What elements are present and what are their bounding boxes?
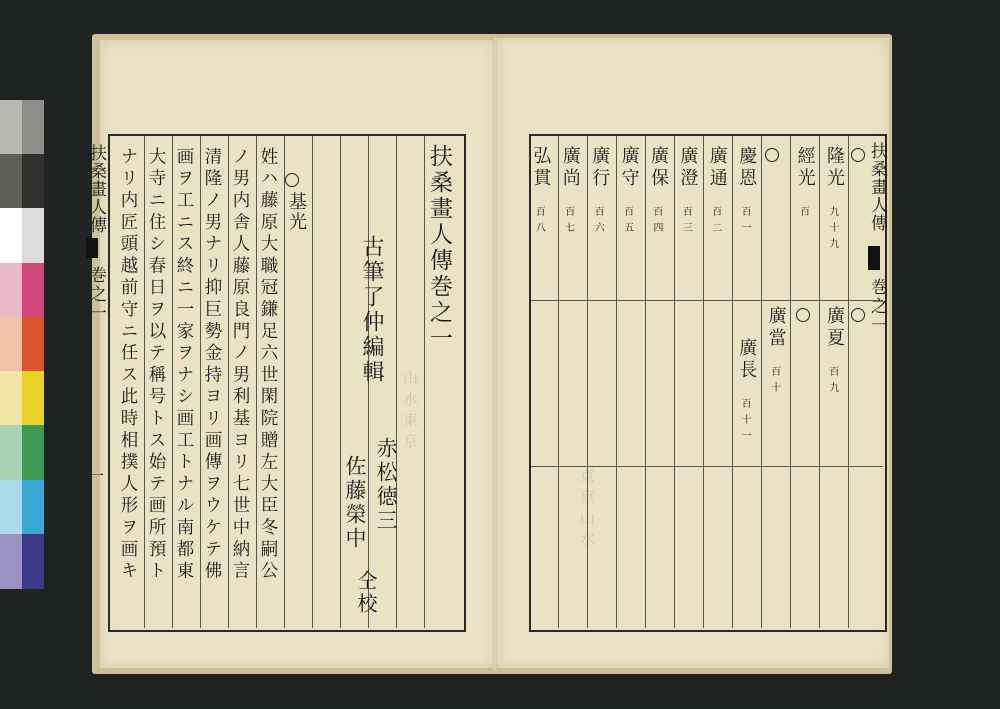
entry-name: 廣當 bbox=[765, 306, 787, 350]
marker-circle bbox=[765, 148, 779, 162]
margin-page-number: 一 bbox=[87, 468, 105, 483]
color-swatch bbox=[22, 208, 44, 263]
collator-name-2: 佐藤榮中 bbox=[343, 455, 367, 551]
margin-volume: 巻之一 bbox=[86, 266, 106, 323]
fold-mark bbox=[86, 238, 98, 258]
entry-heading: 基光 bbox=[286, 192, 307, 232]
column-rule bbox=[848, 136, 849, 628]
entry-number: 百八 bbox=[533, 206, 545, 238]
marker-circle bbox=[851, 308, 865, 322]
color-swatch bbox=[0, 317, 22, 372]
entry-name: 隆光 bbox=[824, 146, 845, 190]
entry-number: 百二 bbox=[709, 206, 721, 238]
column-rule bbox=[558, 136, 559, 628]
color-swatch bbox=[22, 100, 44, 155]
book-title: 扶桑畫人傳巻之一 bbox=[426, 144, 452, 352]
column-rule bbox=[732, 136, 733, 628]
column-rule bbox=[790, 136, 791, 628]
color-swatch bbox=[22, 480, 44, 535]
show-through-text: 東京山水 bbox=[578, 468, 596, 552]
entry-number: 九十九 bbox=[827, 206, 838, 254]
right-page bbox=[497, 38, 889, 668]
marker-circle bbox=[851, 148, 865, 162]
color-swatch bbox=[22, 154, 44, 209]
body-column-1: 姓ハ藤原大職冠鎌足六世閑院贈左大臣冬嗣公 bbox=[258, 147, 278, 583]
color-swatch bbox=[0, 154, 22, 209]
body-column-4: 画ヲ工ニス終ニ一家ヲナシ画工トナル南都東 bbox=[174, 147, 194, 583]
entry-number: 百四 bbox=[651, 206, 662, 238]
entry-name: 廣尚 bbox=[559, 146, 581, 190]
entry-number: 百六 bbox=[592, 206, 604, 238]
column-rule bbox=[396, 136, 397, 628]
color-swatch bbox=[0, 480, 22, 535]
color-swatch bbox=[0, 371, 22, 426]
color-swatch bbox=[22, 317, 44, 372]
row-rule bbox=[531, 466, 883, 467]
body-column-6: ナリ内匠頭越前守ニ任ス此時相撲人形ヲ画キ bbox=[118, 147, 138, 583]
margin-title: 扶桑畫人傳 bbox=[86, 144, 106, 234]
column-rule bbox=[340, 136, 341, 628]
color-swatch bbox=[0, 425, 22, 480]
column-rule bbox=[616, 136, 617, 628]
entry-name: 慶恩 bbox=[736, 146, 758, 190]
fold-mark bbox=[868, 246, 880, 270]
margin-title: 扶桑畫人傳 bbox=[867, 142, 887, 232]
row-rule bbox=[531, 300, 883, 301]
entry-number: 百三 bbox=[680, 206, 692, 238]
entry-number: 百十一 bbox=[739, 398, 751, 446]
color-swatch bbox=[0, 534, 22, 589]
column-rule bbox=[312, 136, 313, 628]
entry-number: 百七 bbox=[562, 206, 574, 238]
color-swatch bbox=[22, 263, 44, 318]
left-page bbox=[86, 40, 493, 668]
entry-name: 廣澄 bbox=[677, 146, 699, 190]
entry-name: 廣夏 bbox=[824, 306, 845, 350]
entry-name: 廣行 bbox=[589, 146, 611, 190]
color-swatch bbox=[22, 534, 44, 589]
body-column-5: 大寺ニ住シ春日ヲ以テ稱号トス始テ画所預ト bbox=[146, 147, 166, 583]
entry-number: 百 bbox=[797, 206, 809, 222]
body-column-2: ノ男内舎人藤原良門ノ男利基ヨリ七世中納言 bbox=[230, 147, 250, 583]
margin-volume: 巻之一 bbox=[867, 278, 887, 335]
entry-number: 百十 bbox=[768, 366, 780, 398]
show-through-text: 山水東京 bbox=[401, 370, 419, 454]
entry-name: 廣通 bbox=[706, 146, 728, 190]
column-rule bbox=[819, 136, 820, 628]
column-rule bbox=[703, 136, 704, 628]
color-swatch bbox=[0, 208, 22, 263]
collator-note: 仝校 bbox=[354, 570, 378, 616]
compiler-name: 古筆了仲編輯 bbox=[359, 235, 384, 385]
color-calibration-bar bbox=[0, 100, 44, 588]
collator-name-1: 赤松徳三 bbox=[374, 437, 398, 533]
entry-number: 百五 bbox=[621, 206, 633, 238]
column-rule bbox=[645, 136, 646, 628]
column-rule bbox=[674, 136, 675, 628]
entry-marker-circle bbox=[285, 173, 299, 187]
column-rule bbox=[587, 136, 588, 628]
color-swatch bbox=[0, 263, 22, 318]
entry-name: 廣保 bbox=[648, 146, 669, 190]
column-rule bbox=[761, 136, 762, 628]
entry-number: 百九 bbox=[827, 366, 838, 398]
entry-name: 經光 bbox=[794, 146, 816, 190]
color-swatch bbox=[22, 425, 44, 480]
entry-number: 百一 bbox=[739, 206, 751, 238]
entry-name: 弘貫 bbox=[530, 146, 552, 190]
color-swatch bbox=[22, 371, 44, 426]
body-column-3: 清隆ノ男ナリ抑巨勢金持ヨリ画傳ヲウケテ佛 bbox=[202, 147, 222, 583]
entry-name: 廣守 bbox=[618, 146, 640, 190]
marker-circle bbox=[796, 308, 810, 322]
entry-name: 廣長 bbox=[736, 338, 758, 382]
color-swatch bbox=[0, 100, 22, 155]
